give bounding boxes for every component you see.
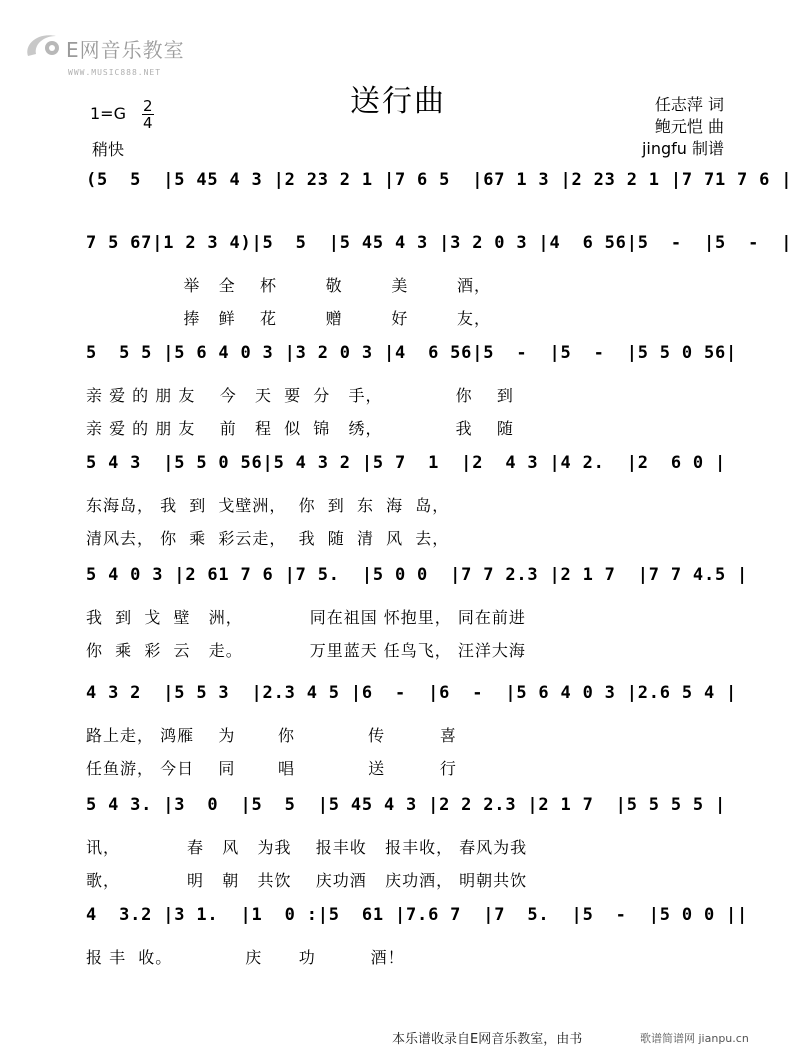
footer-source-note: 本乐谱收录自E网音乐教室，由书 <box>392 1032 583 1047</box>
notation-line: 4 3 2 |5 5 3 |2.3 4 5 |6 - |6 - |5 6 4 0 3 |2.6 5 4 | <box>86 683 738 703</box>
lyric-line: 亲 爱 的 朋 友 前 程 似 锦 绣， 我 随 <box>86 419 514 438</box>
lyric-line: 捧 鲜 花 赠 好 友， <box>86 309 492 328</box>
watermark: 歌谱简谱网 jianpu.cn <box>640 1032 749 1045</box>
lyric-line: 清风去， 你 乘 彩云走， 我 随 清 风 去， <box>86 529 450 548</box>
notation-line: 5 5 5 |5 6 4 0 3 |3 2 0 3 |4 6 56|5 - |5 - |5 5 0 56| <box>86 343 738 363</box>
notation-line: 5 4 3. |3 0 |5 5 |5 45 4 3 |2 2 2.3 |2 1 7 |5 5 5 5 | <box>86 795 727 815</box>
lyric-line: 你 乘 彩 云 走。 万里蓝天 任鸟飞， 汪洋大海 <box>86 641 526 660</box>
lyric-line: 举 全 杯 敬 美 酒， <box>86 276 492 295</box>
key-signature: 1=G <box>90 104 126 123</box>
lyric-line: 东海岛， 我 到 戈壁洲， 你 到 东 海 岛， <box>86 496 450 515</box>
composer-credit: 鲍元恺 曲 <box>654 117 724 136</box>
lyric-line: 亲 爱 的 朋 友 今 天 要 分 手， 你 到 <box>86 386 514 405</box>
lyric-line: 任鱼游， 今日 同 唱 送 行 <box>86 759 457 778</box>
tempo-marking: 稍快 <box>92 140 125 159</box>
notation-line: 5 4 3 |5 5 0 56|5 4 3 2 |5 7 1 |2 4 3 |4 2. |2 6 0 | <box>86 453 727 473</box>
time-signature-bottom: 4 <box>143 114 153 132</box>
song-title: 送行曲 <box>350 84 446 119</box>
logo-url: WWW.MUSIC888.NET <box>68 68 162 77</box>
notation-line: (5 5 |5 45 4 3 |2 23 2 1 |7 6 5 |67 1 3 |2 23 2 1 |7 71 7 6 | <box>86 170 793 190</box>
logo-brand: E网音乐教室 <box>66 38 185 62</box>
notation-line: 5 4 0 3 |2 61 7 6 |7 5. |5 0 0 |7 7 2.3 |2 1 7 |7 7 4.5 | <box>86 565 749 585</box>
notation-line: 4 3.2 |3 1. |1 0 :|5 61 |7.6 7 |7 5. |5 - |5 0 0 || <box>86 905 749 925</box>
lyric-line: 讯， 春 风 为我 报丰收 报丰收， 春风为我 <box>86 838 528 857</box>
lyric-line: 路上走， 鸿雁 为 你 传 喜 <box>86 726 457 745</box>
lyricist-credit: 任志萍 词 <box>654 95 724 114</box>
lyric-line: 我 到 戈 壁 洲， 同在祖国 怀抱里， 同在前进 <box>86 608 526 627</box>
lyric-line: 歌， 明 朝 共饮 庆功酒 庆功酒， 明朝共饮 <box>86 871 528 890</box>
arranger-credit: jingfu 制谱 <box>641 139 724 158</box>
time-signature-top: 2 <box>143 97 153 115</box>
lyric-line: 报 丰 收。 庆 功 酒！ <box>86 948 405 967</box>
notation-line: 7 5 67|1 2 3 4)|5 5 |5 45 4 3 |3 2 0 3 |4 6 56|5 - |5 - | <box>86 233 793 253</box>
